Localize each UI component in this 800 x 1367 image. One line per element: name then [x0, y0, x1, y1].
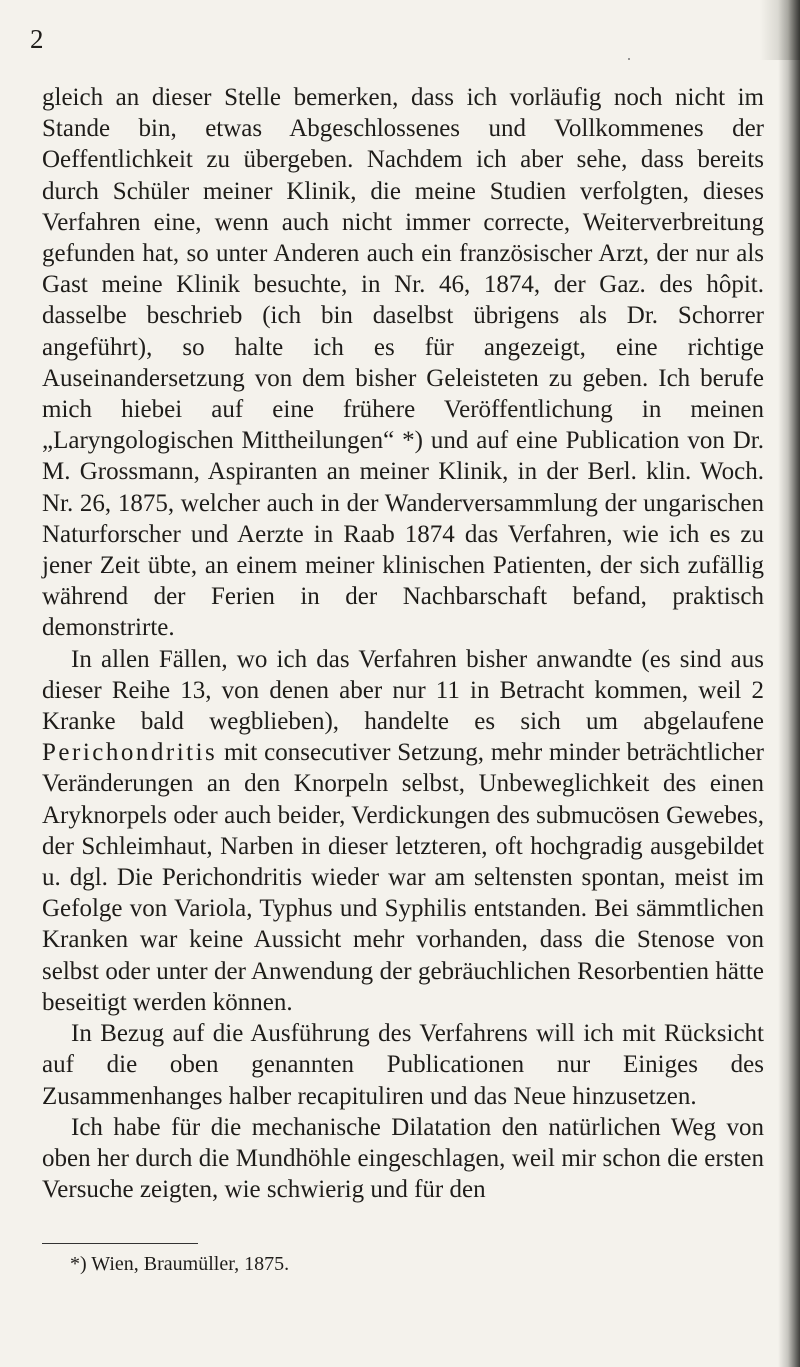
page-edge-shadow [778, 0, 800, 1367]
paragraph-4: Ich habe für die mechanische Dilatation den natürlichen Weg von oben her durch die Mundhöhle eingeschlagen, weil mir schon die ersten Versuche zeigten, wie schwierig und für den [42, 1113, 764, 1204]
footnote-rule [42, 1243, 198, 1244]
paragraph-2-start: In allen Fällen, wo ich das Verfahren bisher anwandte (es sind aus dieser Reihe 13, von denen aber nur 11 in Betracht kommen, weil 2 Kranke bald wegblieben), handelte es sich um abgelaufene [42, 645, 764, 736]
print-speck [628, 58, 630, 60]
body-text [42, 82, 764, 1205]
footnote: *) Wien, Braumüller, 1875. [70, 1253, 290, 1275]
paragraph-3: In Bezug auf die Ausführung des Verfahrens will ich mit Rücksicht auf die oben genannten Publicationen nur Einiges des Zusammenhanges halber recapituliren und das Neue hinzusetzen. [42, 1020, 764, 1110]
paragraph-2-rest: mit consecutiver Setzung, mehr minder beträchtlicher Veränderungen an den Knorpeln selbst, Unbeweglichkeit des einen Aryknorpels oder auch beider, Verdickungen des submucösen Gewebes, der Schleimhaut, Narben in dieser letzteren, oft hochgradig ausgebildet u. dgl. Die Perichondritis wieder war am seltensten spontan, meist im Gefolge von Variola, Typhus und Syphilis entstanden. Bei sämmtlichen Kranken war keine Aussicht mehr vorhanden, dass die Stenose von selbst oder unter der Anwendung der gebräuchlichen Resorbentien hätte beseitigt werden können. [42, 739, 764, 1016]
page-number: 2 [30, 24, 44, 54]
term-perichondritis: Perichondritis [42, 739, 218, 767]
paragraph-2 [42, 644, 764, 1018]
paragraph-1: gleich an dieser Stelle bemerken, dass ich vorläufig noch nicht im Stande bin, etwas Abgeschlossenes und Vollkommenes der Oeffentlichkeit zu übergeben. Nachdem ich aber sehe, dass bereits durch Schüler meiner Klinik, die meine Studien verfolgten, dieses Verfahren eine, wenn auch nicht immer correcte, Weiterverbreitung gefunden hat, so unter Anderen auch ein französischer Arzt, der nur als Gast meine Klinik besuchte, in Nr. 46, 1874, der Gaz. des hôpit. dasselbe beschrieb (ich bin daselbst übrigens als Dr. Schorrer angeführt), so halte ich es für angezeigt, eine richtige Auseinandersetzung von dem bisher Geleisteten zu geben. Ich berufe mich hiebei auf eine frühere Veröffentlichung in meinen „Laryngologischen Mittheilungen“ *) und auf eine Publication von Dr. M. Grossmann, Aspiranten an meiner Klinik, in der Berl. klin. Woch. Nr. 26, 1875, welcher auch in der Wanderversammlung der ungarischen Naturforscher und Aerzte in Raab 1874 das Verfahren, wie ich es zu jener Zeit übte, an einem meiner klinischen Patienten, der sich zufällig während der Ferien in der Nachbarschaft befand, praktisch demonstrirte. [42, 84, 764, 642]
